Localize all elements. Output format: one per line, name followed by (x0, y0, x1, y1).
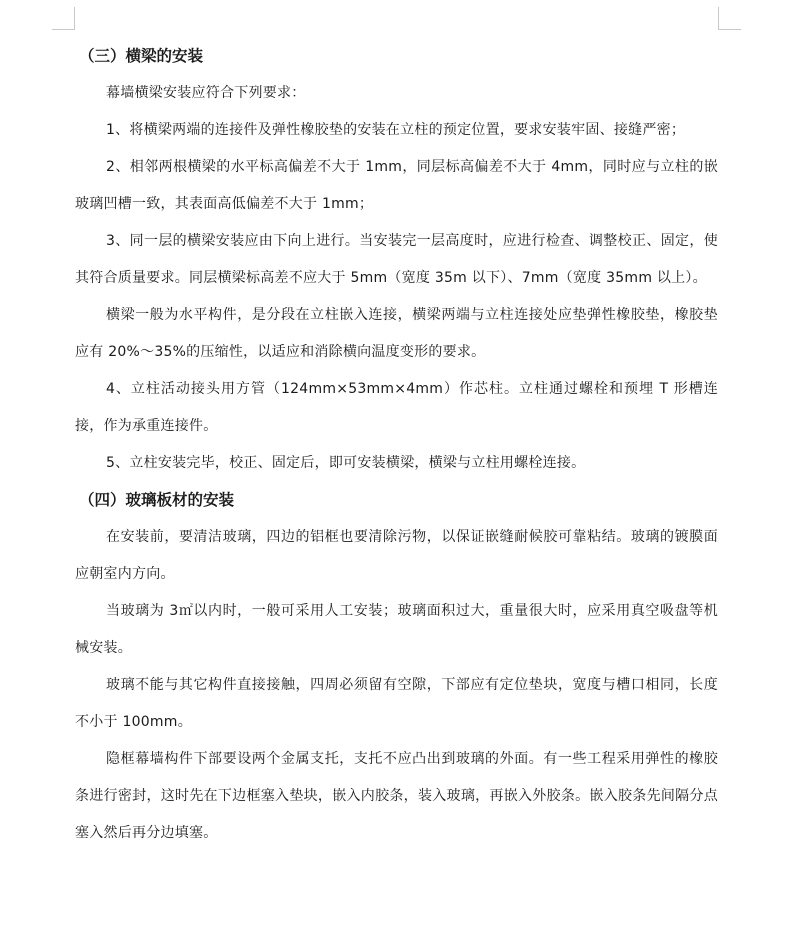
paragraph: 2、相邻两根横梁的水平标高偏差不大于 1mm，同层标高偏差不大于 4mm，同时应与立柱的嵌玻璃凹槽一致，其表面高低偏差不大于 1mm； (75, 159, 718, 212)
paragraph: 当玻璃为 3㎡以内时，一般可采用人工安装；玻璃面积过大，重量很大时，应采用真空吸盘等机械安装。 (75, 603, 718, 656)
section-heading: （三）横梁的安装 (79, 47, 204, 65)
paragraph: 横梁一般为水平构件，是分段在立柱嵌入连接，横梁两端与立柱连接处应垫弹性橡胶垫，橡胶垫应有 20%～35%的压缩性，以适应和消除横向温度变形的要求。 (75, 307, 718, 360)
document-page (75, 38, 718, 852)
paragraph: 1、将横梁两端的连接件及弹性橡胶垫的安装在立柱的预定位置，要求安装牢固、接缝严密； (106, 122, 686, 138)
paragraph: 幕墙横梁安装应符合下列要求： (106, 85, 306, 101)
paragraph: 5、立柱安装完毕，校正、固定后，即可安装横梁，横梁与立柱用螺栓连接。 (106, 455, 586, 471)
page-corner-mark-top-right (718, 7, 741, 30)
paragraph: 在安装前，要清洁玻璃，四边的铝框也要清除污物，以保证嵌缝耐候胶可靠粘结。玻璃的镀膜面应朝室内方向。 (75, 529, 718, 582)
paragraph: 隐框幕墙构件下部要设两个金属支托，支托不应凸出到玻璃的外面。有一些工程采用弹性的橡胶条进行密封，这时先在下边框塞入垫块，嵌入内胶条，装入玻璃，再嵌入外胶条。嵌入胶条先间隔分点塞入然后再分边填塞。 (75, 751, 718, 841)
paragraph: 3、同一层的横梁安装应由下向上进行。当安装完一层高度时，应进行检查、调整校正、固定，使其符合质量要求。同层横梁标高差不应大于 5mm（宽度 35m 以下）、7mm（宽度 35mm 以上）。 (75, 233, 718, 286)
section-heading: （四）玻璃板材的安装 (79, 491, 235, 509)
paragraph: 4、立柱活动接头用方管（124mm×53mm×4mm）作芯柱。立柱通过螺栓和预埋 T 形槽连接，作为承重连接件。 (75, 381, 718, 434)
paragraph: 玻璃不能与其它构件直接接触，四周必须留有空隙，下部应有定位垫块，宽度与槽口相同，长度不小于 100mm。 (75, 677, 718, 730)
page-corner-mark-top-left (52, 7, 75, 30)
